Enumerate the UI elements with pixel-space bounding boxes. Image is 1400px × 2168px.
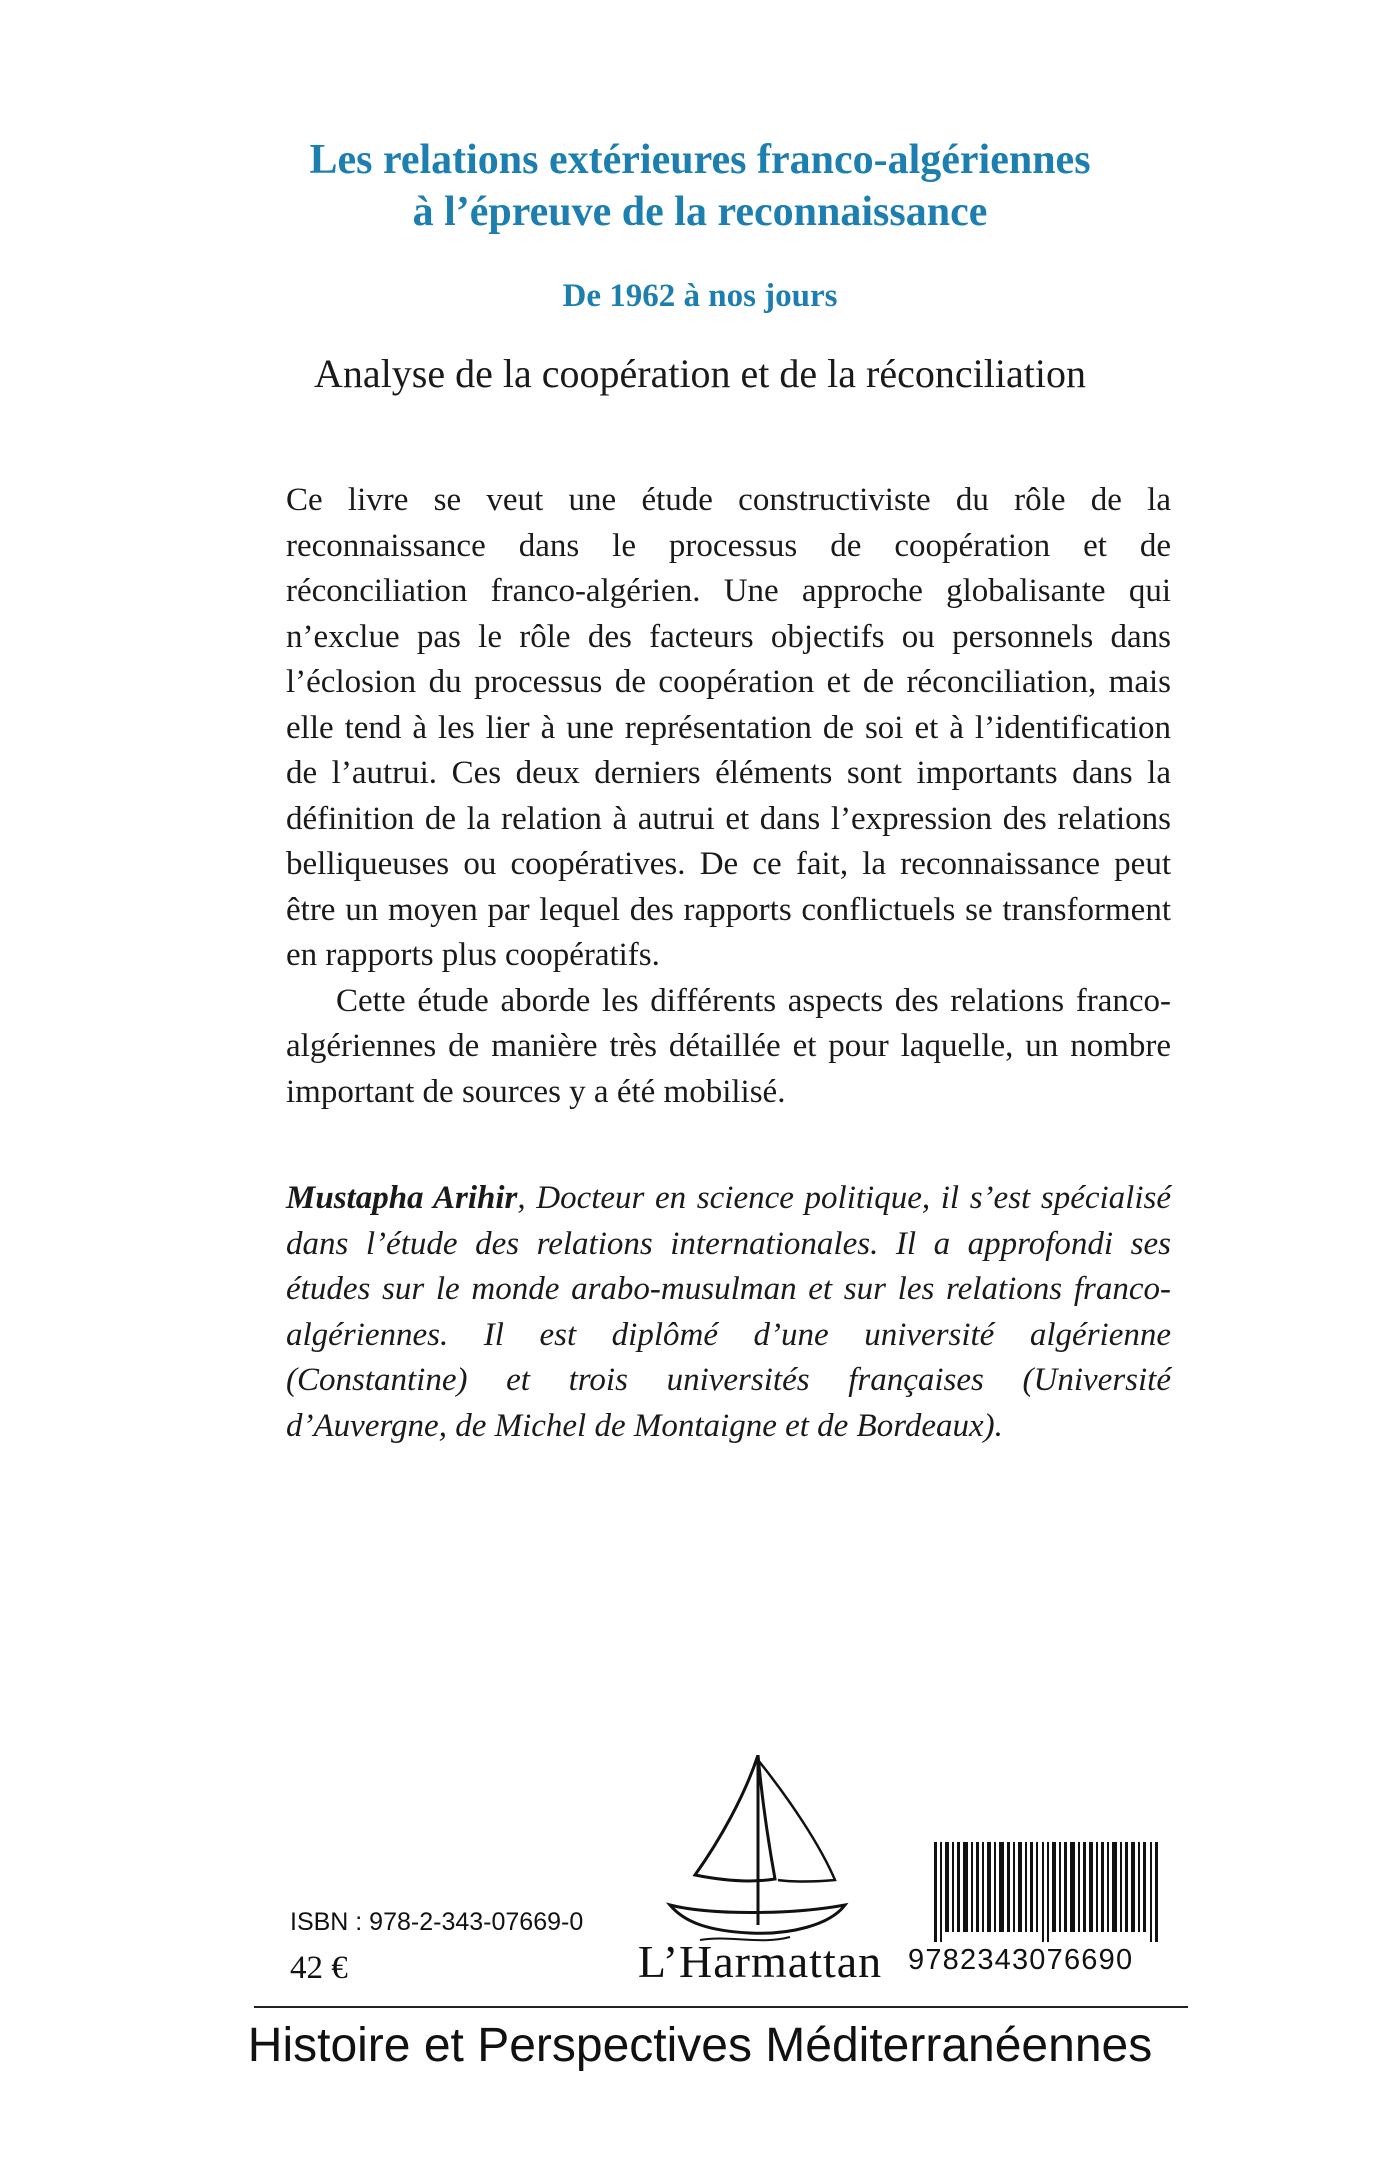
series-divider <box>254 2006 1188 2008</box>
book-subtitle: De 1962 à nos jours <box>562 278 838 314</box>
isbn: ISBN : 978-2-343-07669-0 <box>290 1908 584 1936</box>
author-bio-text: , Docteur en science politique, il s’est spécialisé dans l’étude des relations internationales. Il a approfondi ses études sur le monde arabo-musulman et sur les relations franco-algériennes. Il est diplômé d’une université algérienne (Constantine) et trois universités françaises (Université d’Auvergne, de Michel de Montaigne et de Bordeaux). <box>286 1180 1171 1444</box>
author-bio <box>286 1176 1171 1449</box>
series-title: Histoire et Perspectives Méditerranéennes <box>247 2019 1153 2072</box>
price: 42 € <box>290 1950 348 1986</box>
barcode-digits: 9782343076690 <box>908 1944 1134 1976</box>
author-name: Mustapha Arihir <box>286 1180 518 1216</box>
book-title <box>0 134 1400 238</box>
book-title-line-1: Les relations extérieures franco-algériennes <box>309 137 1091 183</box>
barcode-icon <box>934 1842 1160 1942</box>
book-title-line-2: à l’épreuve de la reconnaissance <box>412 189 988 235</box>
book-analysis-line: Analyse de la coopération et de la réconciliation <box>314 351 1086 396</box>
summary-paragraph-1: Ce livre se veut une étude constructiviste du rôle de la reconnaissance dans le processus de coopération et de réconciliation franco-algérien. Une approche globalisante qui n’exclue pas le rôle des facteurs objectifs ou personnels dans l’éclosion du processus de coopération et de réconciliation, mais elle tend à les lier à une représentation de soi et à l’identification de l’autrui. Ces deux derniers éléments sont importants dans la définition de la relation à autrui et dans l’expression des relations belliqueuses ou coopératives. De ce fait, la reconnaissance peut être un moyen par lequel des rapports conflictuels se transforment en rapports plus coopératifs. <box>286 482 1171 973</box>
publisher-logo-text: L’Harmattan <box>637 1936 883 1987</box>
summary <box>286 478 1171 1115</box>
summary-paragraph-2: Cette étude aborde les différents aspects des relations franco-algériennes de manière très détaillée et pour laquelle, un nombre important de sources y a été mobilisé. <box>286 982 1171 1110</box>
